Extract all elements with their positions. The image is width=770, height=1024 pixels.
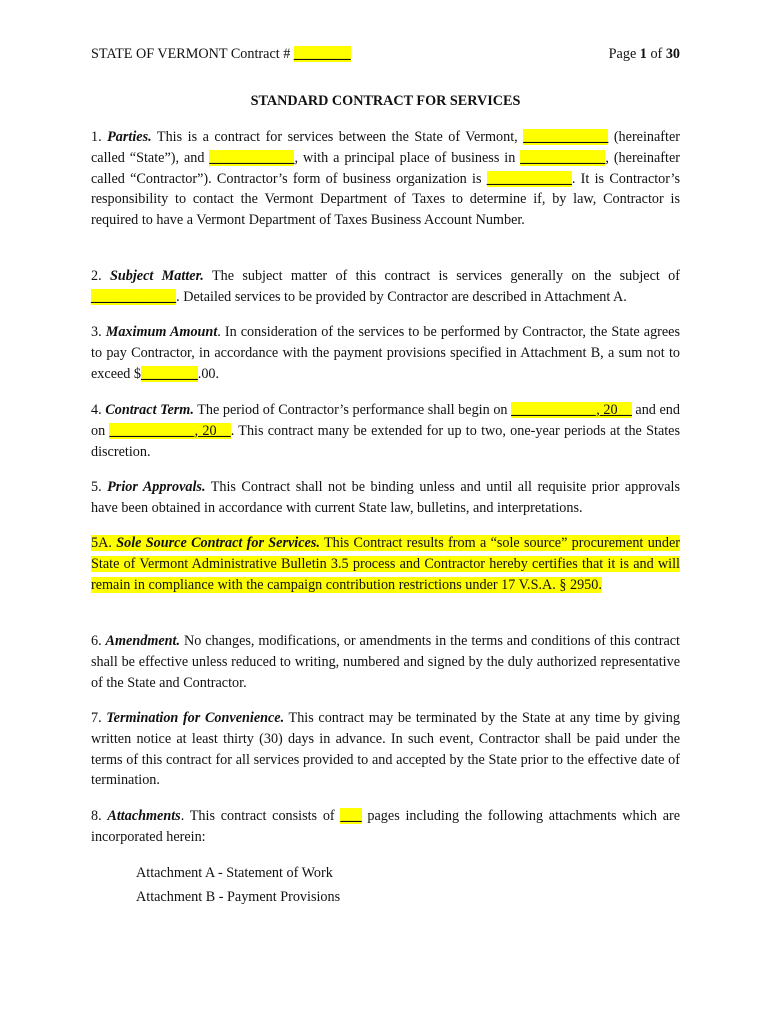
attachment-item: Attachment B - Payment Provisions <box>136 889 341 905</box>
section-number: 5A. <box>91 535 117 551</box>
section-number: 5. <box>91 479 108 495</box>
attachment-item: Attachment A - Statement of Work <box>136 865 333 881</box>
section-text: . This contract many be extended for up to two, one-year periods at the States discretion. <box>91 422 680 460</box>
contract-number-label <box>91 46 351 63</box>
section-number: 2. <box>91 268 110 284</box>
section-text: , (hereinafter called “Contractor”). Contractor’s form of business organization is <box>91 149 680 187</box>
section-text: .00. <box>197 365 220 382</box>
section-text: This Contract results from a “sole source” procurement under State of Vermont Administrative Bulletin 3.5 process and Contractor hereby certifies that it is and will remain in compliance with the campaign contribution restrictions under 17 V.S.A. § 2950. <box>91 535 680 593</box>
of-label: of <box>646 46 666 62</box>
fill-blank[interactable]: ____________ <box>523 129 609 145</box>
fill-blank[interactable]: ____________ <box>91 288 177 305</box>
section-text: pages including the following attachments which are incorporated herein: <box>91 808 681 845</box>
section-text: (hereinafter called “State”), and <box>91 129 680 166</box>
section-contract-term <box>91 400 680 462</box>
section-number: 4. <box>91 402 106 418</box>
section-text: , with a principal place of business in <box>294 149 521 166</box>
section-heading: Prior Approvals. <box>107 479 206 495</box>
section-heading: Termination for Convenience. <box>106 710 285 726</box>
section-heading: Maximum Amount <box>105 324 218 340</box>
section-sole-source <box>91 533 680 595</box>
page-number: 1 <box>639 46 647 62</box>
section-number: 3. <box>91 324 106 340</box>
page-total: 30 <box>665 46 680 62</box>
fill-blank[interactable]: ____________ <box>209 149 295 166</box>
section-parties <box>91 127 680 231</box>
section-heading: Parties. <box>107 129 152 145</box>
section-heading: Amendment. <box>105 633 181 649</box>
section-text: . This contract consists of <box>180 808 341 824</box>
section-number: 7. <box>91 710 107 726</box>
section-text: and end on <box>91 402 680 439</box>
section-subject-matter <box>91 266 680 308</box>
section-number: 6. <box>91 633 106 649</box>
section-text: . Detailed services to be provided by Contractor are described in Attachment A. <box>176 288 627 305</box>
fill-blank[interactable]: ________ <box>141 365 198 382</box>
contract-prefix: STATE OF VERMONT Contract # <box>91 46 294 62</box>
section-text: This Contract shall not be binding unless and until all requisite prior approvals have been obtained in accordance with current State law, bulletins, and interpretations. <box>91 479 680 516</box>
fill-blank[interactable]: ____________ <box>520 149 606 166</box>
section-text: No changes, modifications, or amendments in the terms and conditions of this contract shall be effective unless reduced to writing, numbered and signed by the duly authorized representative of the State and Contractor. <box>91 633 680 691</box>
section-text: This is a contract for services between the State of Vermont, <box>151 129 524 145</box>
section-heading: Contract Term. <box>105 402 194 418</box>
page-label: Page <box>608 46 640 62</box>
section-text: This contract may be terminated by the State at any time by giving written notice at least thirty (30) days in advance. In such event, Contractor shall be paid under the terms of this contract for all services provided to and accepted by the State prior to the effective date of termination. <box>91 710 680 789</box>
page-header <box>91 46 680 66</box>
fill-blank[interactable]: ____________, 20__ <box>511 402 632 418</box>
document-title: STANDARD CONTRACT FOR SERVICES <box>250 93 521 109</box>
section-attachments <box>91 806 680 848</box>
sole-source-highlight <box>91 535 680 593</box>
section-termination <box>91 708 680 791</box>
section-amendment <box>91 631 680 693</box>
fill-blank[interactable]: ____________, 20__ <box>109 422 231 439</box>
section-number: 8. <box>91 808 108 824</box>
contract-number-field[interactable]: ________ <box>293 46 351 62</box>
section-heading: Attachments <box>107 808 181 824</box>
section-text: The period of Contractor’s performance shall begin on <box>193 402 512 418</box>
fill-blank[interactable]: ____________ <box>486 170 572 187</box>
section-maximum-amount <box>91 322 680 384</box>
page-indicator <box>609 46 680 63</box>
section-heading: Subject Matter. <box>109 268 204 284</box>
section-number: 1. <box>91 129 108 145</box>
section-text: . In consideration of the services to be performed by Contractor, the State agrees to pay Contractor, in accordance with the payment provisions specified in Attachment B, a sum not to exceed $ <box>91 324 680 382</box>
section-text: The subject matter of this contract is services generally on the subject of <box>203 268 680 284</box>
fill-blank[interactable]: ___ <box>340 808 362 824</box>
section-text: . It is Contractor’s responsibility to contact the Vermont Department of Taxes to determine if, by law, Contractor is required to have a Vermont Department of Taxes Business Account Number. <box>91 170 680 229</box>
section-prior-approvals <box>91 477 680 519</box>
section-heading: Sole Source Contract for Services. <box>116 535 320 551</box>
